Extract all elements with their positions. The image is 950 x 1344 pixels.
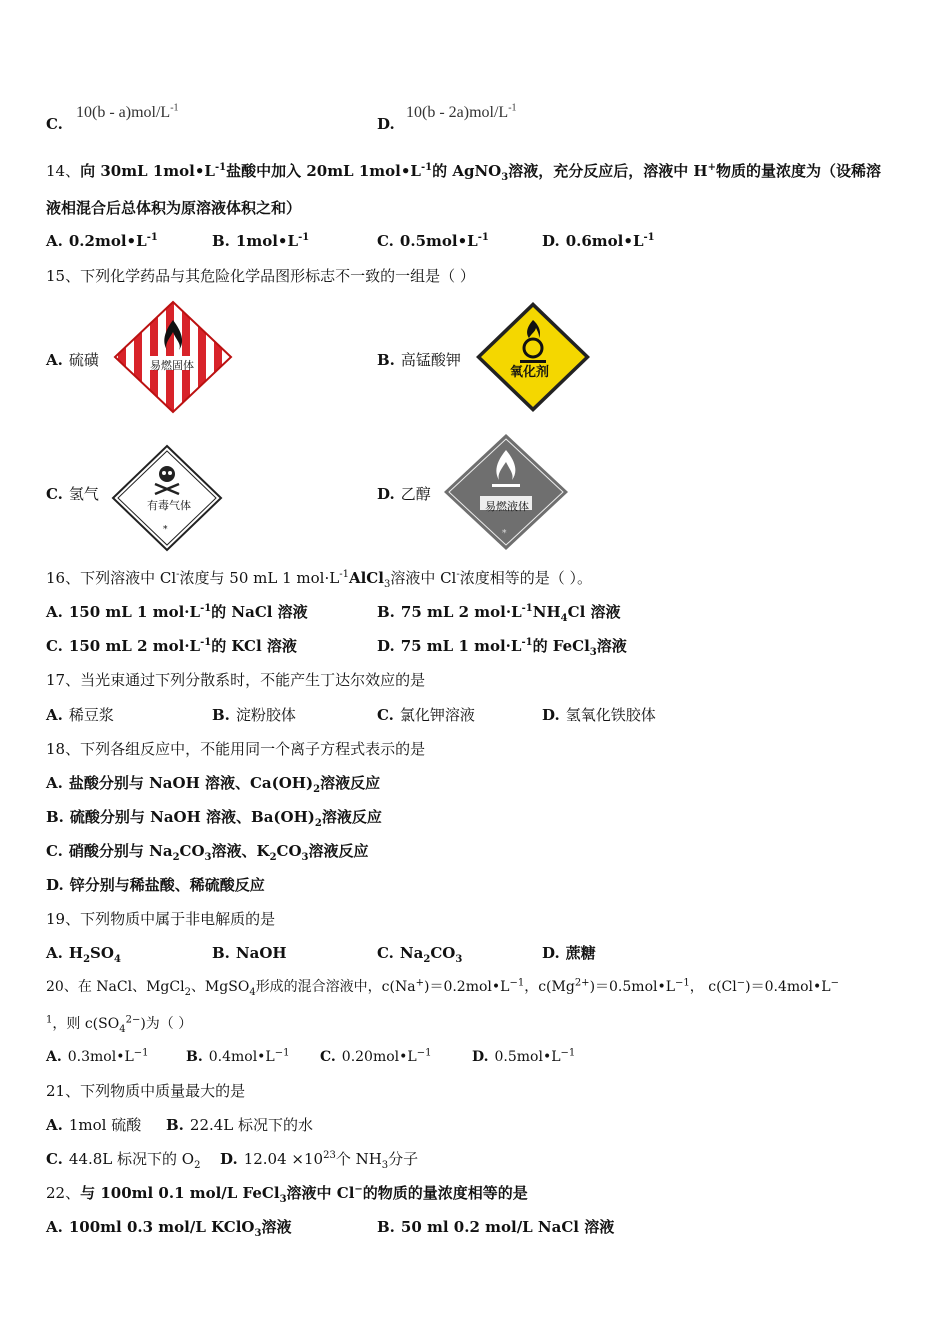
stem-text: 下列各组反应中，不能用同一个离子方程式表示的是 [80,740,426,758]
q15-stem [46,266,475,286]
q20-option-c[interactable] [320,1047,431,1067]
sub: 3 [279,1194,287,1205]
q15-option-b[interactable] [377,350,461,370]
sup: − [736,977,746,989]
sub: 3 [501,172,509,183]
sup: -1 [339,569,349,580]
stem-text: 下列物质中质量最大的是 [80,1082,246,1100]
option-text: 1mol•L [235,232,299,250]
option-text: 锌分别与稀盐酸、稀硫酸反应 [69,876,265,894]
stem-text: )为（ ） [140,1016,193,1032]
q21-option-d[interactable] [220,1149,418,1169]
q20-option-b[interactable] [186,1047,289,1067]
stem-text: 下列溶液中 Cl [80,569,177,587]
sup: 2− [125,1014,141,1026]
option-text: 22.4L 标况下的水 [189,1116,314,1134]
option-text: NH [532,603,561,621]
q14-stem-line2: 液相混合后总体积为原溶液体积之和） [46,199,302,217]
option-label: A. [46,706,63,724]
q14-option-a[interactable] [46,231,158,251]
q17-option-c[interactable] [377,705,475,725]
sup: −1 [416,1047,432,1059]
q21-stem [46,1081,245,1101]
option-label: B. [186,1049,203,1065]
option-text: CO [179,842,205,860]
question-number: 21、 [46,1082,81,1100]
stem-text: 浓度与 50 mL 1 mol·L [179,569,340,587]
stem-text: 溶液，充分反应后，溶液中 H [508,162,708,180]
option-text: H [68,944,84,962]
stem-text: ，则 c(SO [52,1016,120,1032]
q16-option-a[interactable] [46,602,308,622]
option-label: B. [377,351,395,369]
option-text: SO [90,944,114,962]
q18-option-d[interactable] [46,875,265,895]
option-text: 0.3mol•L [67,1049,134,1065]
sub: 3 [301,852,309,863]
sub: 2 [313,784,321,795]
option-text: 的 KCl 溶液 [211,637,297,655]
sub: 3 [381,1160,389,1171]
q20-option-a[interactable] [46,1047,149,1067]
toxic-gas-sign-text: 有毒气体 [147,499,191,512]
option-text: 淀粉胶体 [235,706,296,724]
option-label: A. [46,944,63,962]
option-text: 0.5mol•L [494,1049,561,1065]
option-label: C. [46,637,63,655]
sub: 2 [172,852,180,863]
q13-option-c-expr [76,103,179,123]
q16-option-c[interactable] [46,636,297,656]
question-number: 16、 [46,569,81,587]
sup: 23 [323,1150,336,1161]
q13-option-d-expr [406,103,517,123]
stem-text: 下列化学药品与其危险化学品图形标志不一致的一组是（ ） [80,267,475,285]
option-label: A. [46,1049,62,1065]
option-label: B. [377,1218,395,1236]
question-number: 18、 [46,740,81,758]
stem-text: )＝0.5mol•L [589,979,676,995]
sup: + [415,977,424,989]
option-text: 蔗糖 [565,944,596,962]
q14-option-d[interactable] [542,231,655,251]
stem-text: 向 30mL 1mol•L [80,162,215,180]
sup: -1 [200,603,212,614]
q22-option-b[interactable] [377,1217,614,1237]
q20-stem [46,977,839,997]
option-text: 乙醇 [400,485,431,503]
q19-stem [46,909,275,929]
option-text: 100ml 0.3 mol/L KClO [68,1218,255,1236]
sup: −1 [274,1047,290,1059]
option-text: 个 NH [335,1150,382,1168]
option-text: 44.8L 标况下的 O [68,1150,195,1168]
sup: -1 [214,162,227,173]
option-text: 溶液、K [211,842,270,860]
stem-text: 形成的混合溶液中，c(Na [255,979,416,995]
option-label: D. [46,876,64,894]
option-text: 1mol 硫酸 [68,1116,142,1134]
sup: −1 [509,977,525,989]
option-label: A. [46,1218,63,1236]
option-text: 150 mL 1 mol·L [68,603,201,621]
option-label: D. [377,485,395,503]
option-label: C. [46,842,63,860]
sub: 2 [184,986,191,998]
q17-option-b[interactable] [212,705,296,725]
exp: -1 [508,102,517,114]
sup: - [176,569,180,580]
q22-stem [46,1183,528,1203]
stem-text: 盐酸中加入 20mL 1mol•L [226,162,421,180]
sub: 2 [423,954,431,965]
option-label: B. [377,603,395,621]
option-text: 硫酸分别与 NaOH 溶液、Ba(OH) [69,808,315,826]
sub: 3 [204,852,212,863]
q17-option-d[interactable] [542,705,656,725]
option-text: 0.4mol•L [208,1049,275,1065]
sup: -1 [298,232,310,243]
q13-option-d[interactable] [377,114,401,134]
option-label: A. [46,351,63,369]
sup: -1 [477,232,489,243]
oxidizer-sign-icon [474,300,592,414]
option-text: 50 ml 0.2 mol/L NaCl 溶液 [400,1218,615,1236]
option-text: Cl 溶液 [567,603,621,621]
q19-option-b[interactable] [212,943,287,963]
option-label: B. [46,808,64,826]
stem-text: 溶液中 Cl [390,569,457,587]
option-text: 150 mL 2 mol·L [68,637,201,655]
sub: 3 [589,647,597,658]
q14-option-b[interactable] [212,231,309,251]
q17-option-a[interactable] [46,705,114,725]
sub: 2 [194,1160,201,1171]
sub: 2 [83,954,91,965]
sub: 3 [455,954,463,965]
stem-text: 的 AgNO [432,162,502,180]
sup: −1 [133,1047,149,1059]
q19-option-c[interactable] [377,943,462,963]
q21-option-b[interactable] [166,1115,313,1135]
stem-text: ， c(Cl [689,979,737,995]
question-number: 20、 [46,979,78,995]
option-text: 75 mL 2 mol·L [400,603,522,621]
sub: 3 [383,579,391,590]
stem-text: 在 NaCl、MgCl [77,979,185,995]
q15-option-a[interactable] [46,350,99,370]
q18-option-a[interactable] [46,773,380,793]
q14-option-c[interactable] [377,231,489,251]
sup: 2+ [574,977,590,989]
expr: 10(b - 2a)mol/L [406,104,509,121]
option-text: 0.2mol•L [68,232,147,250]
option-text: 的 NaCl 溶液 [211,603,308,621]
option-label: A. [46,232,63,250]
sub: 4 [249,986,256,998]
sup: -1 [643,232,655,243]
option-text: 硫磺 [68,351,99,369]
q18-option-c[interactable] [46,841,369,861]
option-text: 溶液反应 [321,808,382,826]
sub: 3 [254,1228,262,1239]
option-label: D. [472,1049,489,1065]
option-label: D. [542,706,560,724]
stem-text: 浓度相等的是（ ）。 [459,569,593,587]
sup: −1 [675,977,690,989]
option-label: D. [220,1150,238,1168]
option-text: 75 mL 1 mol·L [400,637,522,655]
option-label: A. [46,1116,63,1134]
option-label: B. [212,232,230,250]
option-label: C. [377,944,394,962]
sub: 4 [113,954,121,965]
question-number: 22、 [46,1184,81,1202]
option-text: CO [276,842,302,860]
sup: + [707,162,716,173]
option-label: B. [166,1116,184,1134]
option-label: B. [212,706,230,724]
option-text: 稀豆浆 [68,706,114,724]
option-text: 的 FeCl [532,637,590,655]
q22-option-a[interactable] [46,1217,291,1237]
q19-option-d[interactable] [542,943,596,963]
sup: -1 [521,637,533,648]
sup: − [830,977,839,989]
option-label: A. [46,603,63,621]
q15-option-d[interactable] [377,484,431,504]
option-text: NaOH [235,944,287,962]
option-label: D. [377,115,395,133]
stem-text: 与 100ml 0.1 mol/L FeCl [80,1184,280,1202]
option-text: 硝酸分别与 Na [68,842,173,860]
flammable-liquid-sign-text: 易燃液体 [485,500,529,513]
option-label: D. [542,232,560,250]
sup: -1 [420,162,433,173]
sup: -1 [521,603,533,614]
option-label: C. [377,706,394,724]
option-text: 分子 [388,1150,419,1168]
stem-text: 、MgSO [190,979,250,995]
q21-option-a[interactable] [46,1115,141,1135]
sub: 4 [560,613,568,624]
flammable-solid-sign-text: 易燃固体 [150,359,194,372]
option-text: CO [430,944,456,962]
option-text: 氯化钾溶液 [399,706,475,724]
stem-text: ，c(Mg [524,979,575,995]
expr: 10(b - a)mol/L [76,104,171,121]
stem-text: 的物质的量浓度相等的是 [362,1184,528,1202]
stem-text: AlCl [348,569,384,587]
q13-option-c[interactable] [46,114,69,134]
option-label: C. [46,115,63,133]
q20-stem-line2 [46,1014,192,1034]
q18-stem [46,739,425,759]
sup: 1 [46,1014,53,1026]
option-text: 溶液 [261,1218,292,1236]
stem-text: 当光束通过下列分散系时，不能产生丁达尔效应的是 [80,671,426,689]
q20-option-d[interactable] [472,1047,575,1067]
toxic-gas-sign-number: * [163,525,168,535]
option-text: 氢氧化铁胶体 [565,706,656,724]
option-text: 0.5mol•L [399,232,478,250]
sub: 2 [314,818,322,829]
option-label: D. [542,944,560,962]
sub: 2 [269,852,277,863]
stem-text: 溶液中 Cl [286,1184,355,1202]
q17-stem [46,670,425,690]
option-label: A. [46,774,63,792]
q16-stem [46,568,592,588]
stem-text: )＝0.4mol•L [745,979,831,995]
sup: -1 [146,232,158,243]
exp: -1 [170,102,179,114]
oxidizer-sign-text: 氧化剂 [510,365,550,380]
sup: −1 [560,1047,576,1059]
stem-text: 物质的量浓度为（设稀溶 [716,162,882,180]
option-text: 溶液反应 [320,774,381,792]
option-label: C. [320,1049,336,1065]
option-text: Na [399,944,424,962]
question-number: 17、 [46,671,81,689]
sub: 4 [119,1023,126,1035]
option-label: C. [46,1150,63,1168]
option-label: B. [212,944,230,962]
option-text: 12.04 ×10 [243,1150,324,1168]
sup: -1 [200,637,212,648]
option-text: 高锰酸钾 [400,351,461,369]
option-text: 0.20mol•L [341,1049,417,1065]
q15-option-c[interactable] [46,484,99,504]
q14-stem [46,161,881,181]
stem-text: 下列物质中属于非电解质的是 [80,910,276,928]
stem-text: )＝0.2mol•L [423,979,510,995]
q16-option-b[interactable] [377,602,620,622]
option-text: 0.6mol•L [565,232,644,250]
sup: - [456,569,460,580]
q21-option-c[interactable] [46,1149,200,1169]
flammable-liquid-sign-number: * [502,529,507,539]
question-number: 15、 [46,267,81,285]
option-label: C. [46,485,63,503]
option-text: 氢气 [68,485,99,503]
question-number: 14、 [46,162,81,180]
option-text: 溶液 [596,637,627,655]
option-label: C. [377,232,394,250]
option-text: 溶液反应 [308,842,369,860]
option-label: D. [377,637,395,655]
q18-option-b[interactable] [46,807,382,827]
question-number: 19、 [46,910,81,928]
option-text: 盐酸分别与 NaOH 溶液、Ca(OH) [68,774,314,792]
sup: − [354,1184,363,1195]
q16-option-d[interactable] [377,636,627,656]
q19-option-a[interactable] [46,943,121,963]
